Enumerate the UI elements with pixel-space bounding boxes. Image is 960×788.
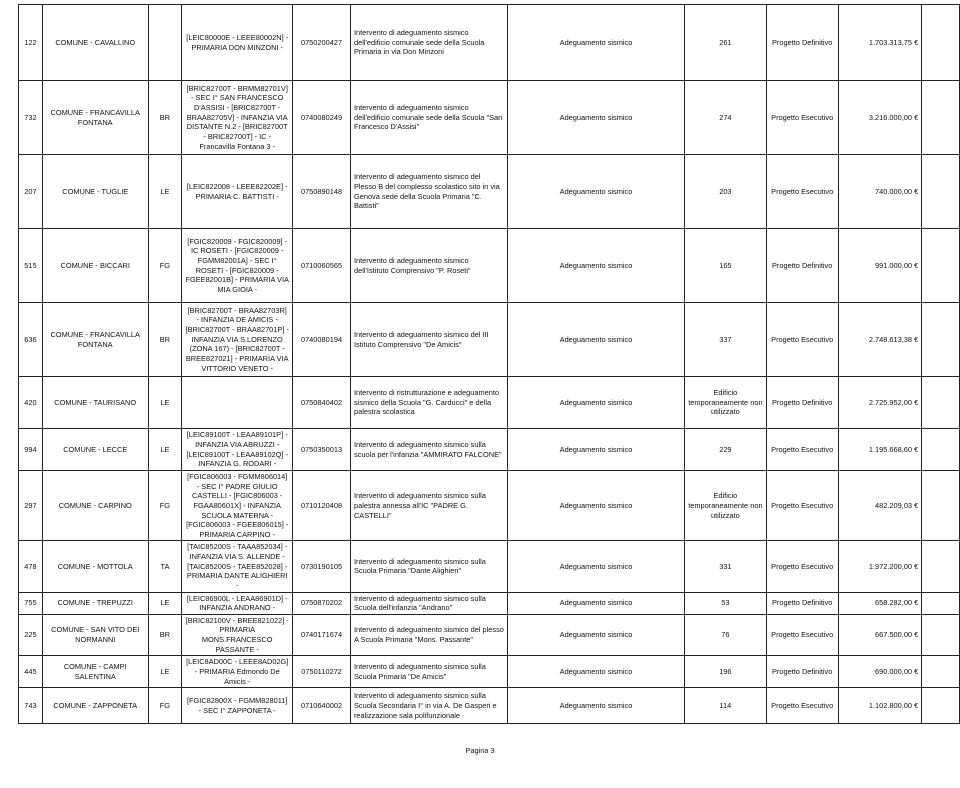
cell-importo: 1.195.668,60 €: [838, 429, 922, 471]
cell-codice-edificio: 0740171674: [293, 614, 351, 656]
cell-id: 478: [19, 541, 43, 592]
cell-codici-scuola: [FGIC82800X - FGMM828011] - SEC I° ZAPPONETA -: [182, 688, 293, 724]
cell-comune: COMUNE - SAN VITO DEI NORMANNI: [42, 614, 148, 656]
cell-tipologia: Adeguamento sismico: [508, 155, 685, 229]
cell-codici-scuola: [FGIC820009 - FGIC820009] - IC ROSETI - [FGIC820009 - FGMM82001A] - SEC I° ROSETI - [FGIC820009 - FGEE82001B] - PRIMARIA VIA MIA GIOIA -: [182, 229, 293, 303]
cell-tipologia: Adeguamento sismico: [508, 303, 685, 377]
cell-empty: [922, 656, 960, 688]
cell-tipologia: Adeguamento sismico: [508, 688, 685, 724]
cell-livello-progettazione: Progetto Esecutivo: [766, 429, 838, 471]
cell-empty: [922, 614, 960, 656]
cell-livello-progettazione: Progetto Esecutivo: [766, 81, 838, 155]
cell-id: 225: [19, 614, 43, 656]
cell-codice-edificio: 0750200427: [293, 5, 351, 81]
cell-provincia: FG: [148, 688, 182, 724]
cell-livello-progettazione: Progetto Esecutivo: [766, 303, 838, 377]
cell-livello-progettazione: Progetto Esecutivo: [766, 471, 838, 541]
cell-comune: COMUNE - CAVALLINO: [42, 5, 148, 81]
cell-descrizione: Intervento di adeguamento sismico del Plesso B del complesso scolastico sito in via Genova sede della Scuola Primaria "C. Battisti": [350, 155, 507, 229]
cell-tipologia: Adeguamento sismico: [508, 377, 685, 429]
cell-codice-edificio: 0750890148: [293, 155, 351, 229]
cell-id: 743: [19, 688, 43, 724]
cell-empty: [922, 429, 960, 471]
cell-comune: COMUNE - FRANCAVILLA FONTANA: [42, 81, 148, 155]
cell-importo: 2.748.613,38 €: [838, 303, 922, 377]
cell-provincia: LE: [148, 592, 182, 614]
cell-codici-scuola: [LEIC80000E - LEEE80002N] - PRIMARIA DON MINZONI -: [182, 5, 293, 81]
cell-codici-scuola: [LEIC86900L - LEAA86901D] - INFANZIA ANDRANO -: [182, 592, 293, 614]
cell-importo: 658.282,00 €: [838, 592, 922, 614]
cell-importo: 1.703.313,75 €: [838, 5, 922, 81]
cell-provincia: [148, 5, 182, 81]
cell-id: 994: [19, 429, 43, 471]
cell-empty: [922, 155, 960, 229]
table-row: [19, 377, 960, 429]
cell-codice-edificio: 0710120408: [293, 471, 351, 541]
cell-punteggio: 165: [684, 229, 766, 303]
cell-punteggio: Edificio temporaneamente non utilizzato: [684, 471, 766, 541]
cell-descrizione: Intervento di adeguamento sismico sulla scuola per l'infanzia "AMMIRATO FALCONE": [350, 429, 507, 471]
cell-comune: COMUNE - LECCE: [42, 429, 148, 471]
interventions-table: [18, 4, 960, 724]
cell-provincia: BR: [148, 81, 182, 155]
cell-codice-edificio: 0750350013: [293, 429, 351, 471]
cell-importo: 740.000,00 €: [838, 155, 922, 229]
table-row: [19, 5, 960, 81]
cell-id: 297: [19, 471, 43, 541]
cell-id: 732: [19, 81, 43, 155]
cell-provincia: BR: [148, 614, 182, 656]
cell-tipologia: Adeguamento sismico: [508, 429, 685, 471]
cell-provincia: FG: [148, 229, 182, 303]
cell-codice-edificio: 0740080194: [293, 303, 351, 377]
table-row: [19, 614, 960, 656]
cell-descrizione: Intervento di adeguamento sismico sulla palestra annessa all'IC "PADRE G. CASTELLI": [350, 471, 507, 541]
cell-descrizione: Intervento di adeguamento sismico sulla Scuola Primaria "De Amicis": [350, 656, 507, 688]
cell-provincia: TA: [148, 541, 182, 592]
cell-empty: [922, 592, 960, 614]
cell-provincia: LE: [148, 155, 182, 229]
cell-codice-edificio: 0730190105: [293, 541, 351, 592]
cell-punteggio: 53: [684, 592, 766, 614]
cell-id: 515: [19, 229, 43, 303]
cell-punteggio: 203: [684, 155, 766, 229]
table-row: [19, 81, 960, 155]
cell-comune: COMUNE - TAURISANO: [42, 377, 148, 429]
cell-livello-progettazione: Progetto Esecutivo: [766, 155, 838, 229]
cell-livello-progettazione: Progetto Esecutivo: [766, 688, 838, 724]
cell-importo: 482.209,03 €: [838, 471, 922, 541]
cell-descrizione: Intervento di adeguamento sismico sulla Scuola dell'infanzia "Andrano": [350, 592, 507, 614]
cell-importo: 1.102.800,00 €: [838, 688, 922, 724]
cell-tipologia: Adeguamento sismico: [508, 592, 685, 614]
cell-tipologia: Adeguamento sismico: [508, 656, 685, 688]
cell-punteggio: 196: [684, 656, 766, 688]
cell-comune: COMUNE - TREPUZZI: [42, 592, 148, 614]
table-row: [19, 155, 960, 229]
cell-comune: COMUNE - BICCARI: [42, 229, 148, 303]
cell-livello-progettazione: Progetto Definitivo: [766, 5, 838, 81]
cell-codici-scuola: [182, 377, 293, 429]
cell-comune: COMUNE - ZAPPONETA: [42, 688, 148, 724]
cell-empty: [922, 377, 960, 429]
cell-codice-edificio: 0710060565: [293, 229, 351, 303]
page-number: Pagina 3: [465, 746, 495, 755]
table-row: [19, 229, 960, 303]
cell-livello-progettazione: Progetto Definitivo: [766, 592, 838, 614]
cell-punteggio: 337: [684, 303, 766, 377]
cell-codice-edificio: 0750840402: [293, 377, 351, 429]
table-row: [19, 656, 960, 688]
cell-id: 207: [19, 155, 43, 229]
cell-provincia: BR: [148, 303, 182, 377]
cell-punteggio: Edificio temporaneamente non utilizzato: [684, 377, 766, 429]
cell-tipologia: Adeguamento sismico: [508, 81, 685, 155]
cell-comune: COMUNE - CARPINO: [42, 471, 148, 541]
cell-empty: [922, 688, 960, 724]
cell-descrizione: Intervento di adeguamento sismico del III Istituto Comprensivo "De Amicis": [350, 303, 507, 377]
cell-importo: 991.000,00 €: [838, 229, 922, 303]
cell-tipologia: Adeguamento sismico: [508, 471, 685, 541]
cell-id: 636: [19, 303, 43, 377]
cell-codici-scuola: [TAIC85200S - TAAA852034] - INFANZIA VIA S. ALLENDE - [TAIC85200S - TAEE852028] - PRIMARIA DANTE ALIGHIERI -: [182, 541, 293, 592]
cell-importo: 3.216.000,00 €: [838, 81, 922, 155]
cell-provincia: LE: [148, 429, 182, 471]
cell-punteggio: 274: [684, 81, 766, 155]
cell-codice-edificio: 0750110272: [293, 656, 351, 688]
cell-punteggio: 261: [684, 5, 766, 81]
cell-codici-scuola: [FGIC806003 - FGMM806014] - SEC I° PADRE GIULIO CASTELLI - [FGIC806003 - FGAA80601X] - INFANZIA SCUOLA MATERNA - [FGIC806003 - FGEE806015] - PRIMARIA CARPINO -: [182, 471, 293, 541]
cell-descrizione: Intervento di adeguamento sismico del plesso A Scuola Primaria "Mons. Passante": [350, 614, 507, 656]
cell-descrizione: Intervento di adeguamento sismico dell'Istituto Comprensivo "P. Roseti": [350, 229, 507, 303]
cell-descrizione: Intervento di adeguamento sismico dell'edificio comunale sede della Scuola "San Francesco D'Assisi": [350, 81, 507, 155]
table-row: [19, 303, 960, 377]
table-body: [19, 5, 960, 724]
cell-empty: [922, 303, 960, 377]
cell-tipologia: Adeguamento sismico: [508, 614, 685, 656]
cell-comune: COMUNE - MOTTOLA: [42, 541, 148, 592]
cell-codici-scuola: [LEIC89100T - LEAA89101P] - INFANZIA VIA ABRUZZI - [LEIC89100T - LEAA89102Q] - INFANZIA G. RODARI -: [182, 429, 293, 471]
cell-codice-edificio: 0710640002: [293, 688, 351, 724]
cell-codice-edificio: 0750870202: [293, 592, 351, 614]
cell-livello-progettazione: Progetto Definitivo: [766, 377, 838, 429]
cell-punteggio: 331: [684, 541, 766, 592]
table-row: [19, 471, 960, 541]
table-row: [19, 592, 960, 614]
cell-importo: 2.725.952,00 €: [838, 377, 922, 429]
cell-empty: [922, 5, 960, 81]
cell-codice-edificio: 0740080249: [293, 81, 351, 155]
cell-provincia: FG: [148, 471, 182, 541]
cell-descrizione: Intervento di adeguamento sismico dell'edificio comunale sede della Scuola Primaria in via Don Minzoni: [350, 5, 507, 81]
cell-livello-progettazione: Progetto Definitivo: [766, 229, 838, 303]
cell-descrizione: Intervento di adeguamento sismico sulla Scuola Secondaria I° in via A. De Gasperi e realizzazione sala polifunzionale: [350, 688, 507, 724]
cell-tipologia: Adeguamento sismico: [508, 541, 685, 592]
cell-livello-progettazione: Progetto Esecutivo: [766, 614, 838, 656]
cell-punteggio: 229: [684, 429, 766, 471]
cell-empty: [922, 229, 960, 303]
cell-importo: 667.500,00 €: [838, 614, 922, 656]
cell-empty: [922, 81, 960, 155]
cell-codici-scuola: [BRIC82100V - BREE821022] - PRIMARIA MONS.FRANCESCO PASSANTE -: [182, 614, 293, 656]
cell-id: 445: [19, 656, 43, 688]
cell-comune: COMUNE - CAMPI SALENTINA: [42, 656, 148, 688]
table-row: [19, 541, 960, 592]
cell-id: 122: [19, 5, 43, 81]
cell-livello-progettazione: Progetto Esecutivo: [766, 541, 838, 592]
cell-id: 755: [19, 592, 43, 614]
cell-id: 420: [19, 377, 43, 429]
cell-importo: 1.972.200,00 €: [838, 541, 922, 592]
table-row: [19, 429, 960, 471]
cell-empty: [922, 541, 960, 592]
cell-codici-scuola: [LEIC822008 - LEEE82202E] - PRIMARIA C. BATTISTI -: [182, 155, 293, 229]
cell-punteggio: 114: [684, 688, 766, 724]
cell-comune: COMUNE - FRANCAVILLA FONTANA: [42, 303, 148, 377]
table-row: [19, 688, 960, 724]
cell-provincia: LE: [148, 377, 182, 429]
cell-codici-scuola: [LEIC8AD00C - LEEE8AD02G] - PRIMARIA Edmondo De Amicis -: [182, 656, 293, 688]
cell-descrizione: Intervento di adeguamento sismico sulla Scuola Primaria "Dante Alighieri": [350, 541, 507, 592]
cell-punteggio: 76: [684, 614, 766, 656]
cell-empty: [922, 471, 960, 541]
cell-importo: 690.000,00 €: [838, 656, 922, 688]
cell-provincia: LE: [148, 656, 182, 688]
cell-tipologia: Adeguamento sismico: [508, 5, 685, 81]
cell-codici-scuola: [BRIC82700T - BRAA82703R] - INFANZIA DE AMICIS - [BRIC82700T - BRAA82701P] - INFANZIA VIA S.LORENZO (ZONA 167) - [BRIC82700T - BREE827021] - PRIMARIA VIA VITTORIO VENETO -: [182, 303, 293, 377]
cell-livello-progettazione: Progetto Definitivo: [766, 656, 838, 688]
cell-descrizione: Intervento di ristrutturazione e adeguamento sismico della Scuola "G. Carducci" e della palestra scolastica: [350, 377, 507, 429]
cell-tipologia: Adeguamento sismico: [508, 229, 685, 303]
cell-comune: COMUNE - TUGLIE: [42, 155, 148, 229]
cell-codici-scuola: [BRIC82700T - BRMM82701V] - SEC I° SAN FRANCESCO D'ASSISI - [BRIC82700T - BRAA82705V] - INFANZIA VIA DISTANTE N.2 - [BRIC82700T - BRIC82700T] - IC - Francavilla Fontana 3 -: [182, 81, 293, 155]
